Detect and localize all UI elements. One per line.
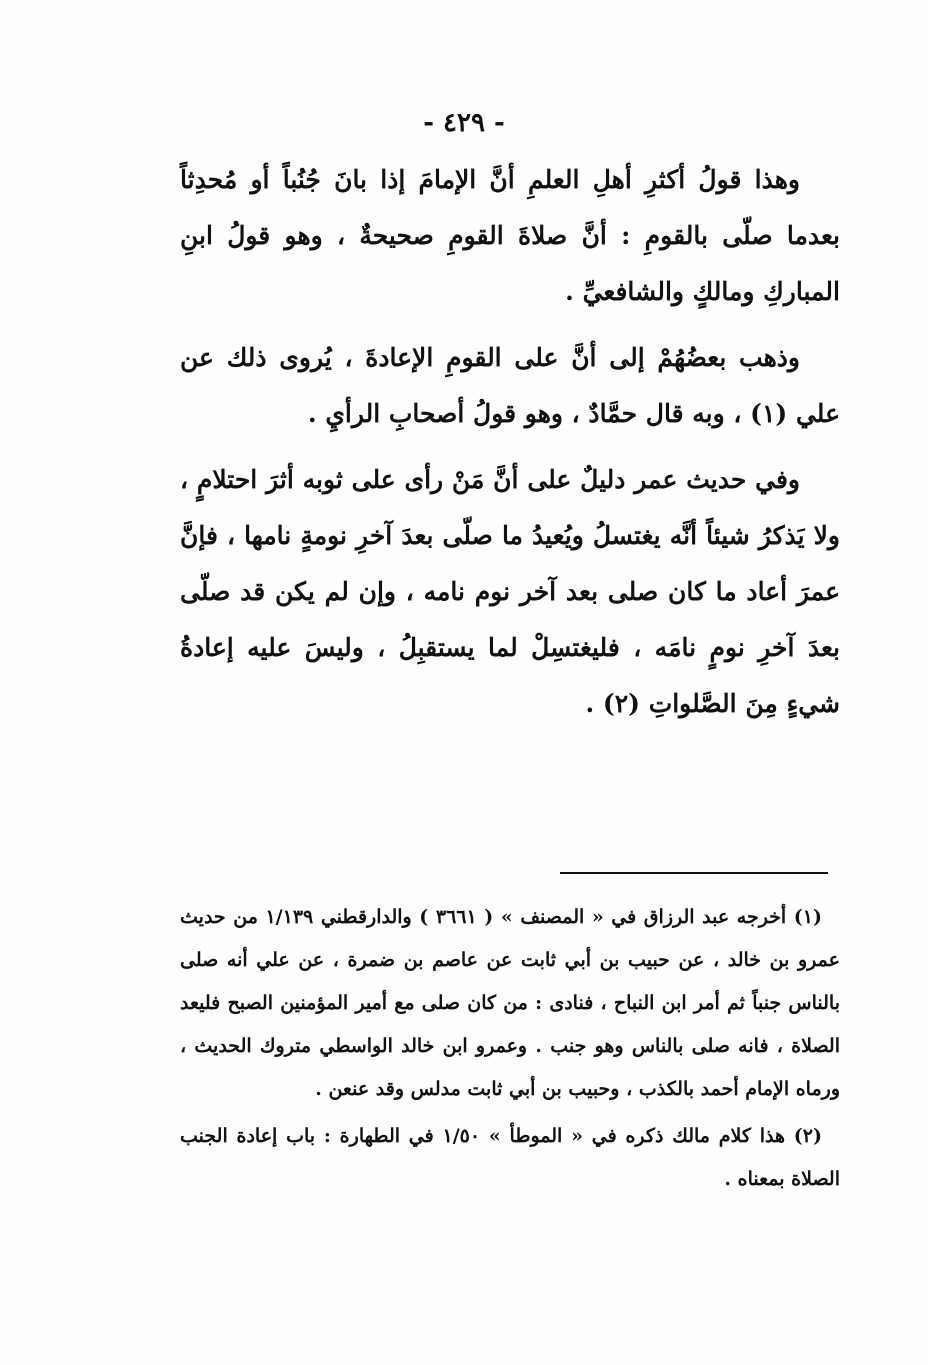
footnotes bbox=[180, 896, 840, 1205]
page-number: - ٤٢٩ - bbox=[423, 108, 505, 138]
footnote-1: (١) أخرجه عبد الرزاق في « المصنف » ( ٣٦٦١ ) والدارقطني ١/١٣٩ من حديث عمرو بن خالد ، عن حبيب بن أبي ثابت عن عاصم بن ضمرة ، عن علي أنه صلى بالناس جنباً ثم أمر ابن النباح ، فنادى : من كان صلى مع أمير المؤمنين الصبح فليعد الصلاة ، فانه صلى بالناس وهو جنب . وعمرو ابن خالد الواسطي متروك الحديث ، ورماه الإمام أحمد بالكذب ، وحبيب بن أبي ثابت مدلس وقد عنعن . bbox=[180, 906, 840, 1100]
paragraph-3: وفي حديث عمر دليلٌ على أنَّ مَنْ رأى على ثوبه أثرَ احتلامٍ ، ولا يَذكرُ شيئاً أنَّه يغتسلُ ويُعيدُ ما صلّى بعدَ آخرِ نومةٍ نامها ، فإنَّ عمرَ أعاد ما كان صلى بعد آخر نوم نامه ، وإن لم يكن قد صلّى بعدَ آخرِ نومٍ نامَه ، فليغتسِلْ لما يستقبِلُ ، وليسَ عليه إعادةُ شيءٍ مِنَ الصَّلواتِ (٢) . bbox=[180, 465, 840, 718]
main-text bbox=[180, 152, 840, 742]
footnote-separator bbox=[560, 872, 828, 874]
paragraph-2: وذهب بعضُهُمْ إلى أنَّ على القومِ الإعادةَ ، يُروى ذلك عن علي (١) ، وبه قال حمَّادٌ ، وهو قولُ أصحابِ الرأيِ . bbox=[180, 343, 840, 428]
paragraph-1: وهذا قولُ أكثرِ أهلِ العلمِ أنَّ الإمامَ إذا بانَ جُنُباً أو مُحدِثاً بعدما صلّى بالقومِ : أنَّ صلاةَ القومِ صحيحةٌ ، وهو قولُ ابنِ المباركِ ومالكٍ والشافعيِّ . bbox=[180, 165, 840, 306]
footnote-2: (٢) هذا كلام مالك ذكره في « الموطأ » ١/٥٠ في الطهارة : باب إعادة الجنب الصلاة بمعناه . bbox=[180, 1125, 840, 1190]
